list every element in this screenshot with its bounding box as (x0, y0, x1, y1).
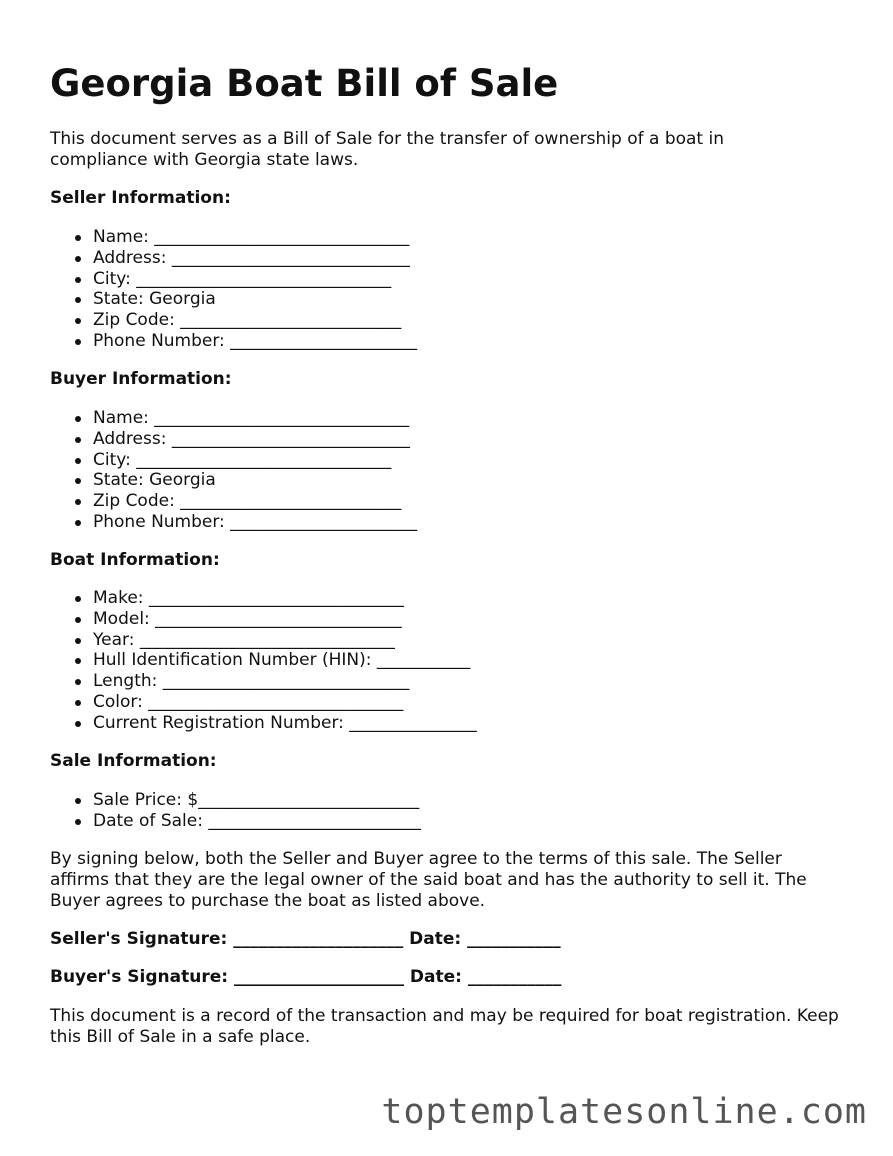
buyer-zip-field: Zip Code: __________________________ (50, 491, 417, 512)
seller-heading: Seller Information: (50, 188, 231, 208)
boat-hin-field: Hull Identification Number (HIN): ___________ (50, 650, 477, 671)
page-title: Georgia Boat Bill of Sale (50, 62, 559, 105)
seller-address-field: Address: ____________________________ (50, 248, 417, 269)
buyer-signature-line: Buyer's Signature: ____________________ Date: ___________ (50, 967, 562, 987)
sale-heading: Sale Information: (50, 751, 217, 771)
boat-model-field: Model: _____________________________ (50, 609, 477, 630)
boat-heading: Boat Information: (50, 550, 220, 570)
buyer-address-field: Address: ____________________________ (50, 429, 417, 450)
buyer-name-field: Name: ______________________________ (50, 408, 417, 429)
sale-price-field: Sale Price: $__________________________ (50, 790, 421, 811)
boat-registration-field: Current Registration Number: _______________ (50, 713, 477, 734)
buyer-phone-field: Phone Number: ______________________ (50, 512, 417, 533)
seller-list (50, 227, 417, 352)
seller-name-field: Name: ______________________________ (50, 227, 417, 248)
boat-year-field: Year: ______________________________ (50, 630, 477, 651)
intro-paragraph: This document serves as a Bill of Sale for the transfer of ownership of a boat in compliance with Georgia state laws. (50, 129, 724, 170)
closing-paragraph: This document is a record of the transaction and may be required for boat registration. Keep this Bill of Sale in a safe place. (50, 1006, 839, 1047)
buyer-heading: Buyer Information: (50, 369, 232, 389)
buyer-state-field: State: Georgia (50, 470, 417, 491)
sale-list (50, 790, 421, 832)
seller-signature-line: Seller's Signature: ____________________ Date: ___________ (50, 929, 561, 949)
boat-make-field: Make: ______________________________ (50, 588, 477, 609)
seller-city-field: City: ______________________________ (50, 269, 417, 290)
seller-state-field: State: Georgia (50, 289, 417, 310)
boat-color-field: Color: ______________________________ (50, 692, 477, 713)
seller-zip-field: Zip Code: __________________________ (50, 310, 417, 331)
buyer-city-field: City: ______________________________ (50, 450, 417, 471)
boat-list (50, 588, 477, 734)
sale-date-field: Date of Sale: _________________________ (50, 811, 421, 832)
agreement-paragraph: By signing below, both the Seller and Buyer agree to the terms of this sale. The Seller affirms that they are the legal owner of the said boat and has the authority to sell it. The Buyer agrees to purchase the boat as listed above. (50, 849, 807, 911)
buyer-list (50, 408, 417, 533)
seller-phone-field: Phone Number: ______________________ (50, 331, 417, 352)
boat-length-field: Length: _____________________________ (50, 671, 477, 692)
watermark-text: toptemplatesonline.com (381, 1092, 867, 1132)
